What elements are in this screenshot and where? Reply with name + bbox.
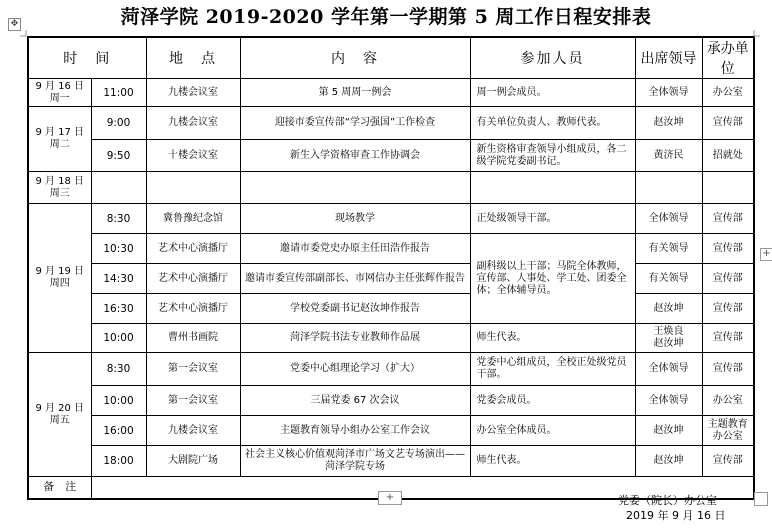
table-row <box>28 386 754 416</box>
place-cell: 第一会议室 <box>146 353 240 386</box>
table-row <box>28 79 754 107</box>
participants-cell: 党委中心组成员，全校正处级党员干部。 <box>470 353 635 386</box>
time-cell: 10:30 <box>91 234 146 264</box>
leaders-cell: 全体领导 <box>635 204 702 234</box>
organizer-cell: 宣传部 <box>702 446 754 477</box>
organizer-cell: 宣传部 <box>702 107 754 140</box>
table-row <box>28 234 754 264</box>
organizer-cell: 办公室 <box>702 386 754 416</box>
table-row <box>28 107 754 140</box>
header-content: 内 容 <box>240 37 470 79</box>
participants-cell <box>470 172 635 204</box>
participants-cell: 正处级领导干部。 <box>470 204 635 234</box>
participants-cell: 师生代表。 <box>470 446 635 477</box>
organizer-cell: 宣传部 <box>702 204 754 234</box>
table-row <box>28 446 754 477</box>
leaders-cell: 黄济民 <box>635 140 702 172</box>
leaders-cell: 赵汝坤 <box>635 446 702 477</box>
participants-cell: 副科级以上干部；马院全体教师，宣传部、人事处、学工处、团委全体；全体辅导员。 <box>470 234 635 324</box>
remarks-label: 备 注 <box>28 477 91 499</box>
organizer-cell: 宣传部 <box>702 264 754 294</box>
table-row <box>28 264 754 294</box>
date-cell: 9 月 19 日 周四 <box>28 204 91 353</box>
leaders-cell: 王焕良 赵汝坤 <box>635 324 702 353</box>
place-cell: 十楼会议室 <box>146 140 240 172</box>
time-cell: 14:30 <box>91 264 146 294</box>
organizer-cell: 宣传部 <box>702 353 754 386</box>
table-row <box>28 204 754 234</box>
date-cell: 9 月 16 日 周一 <box>28 79 91 107</box>
place-cell: 艺术中心演播厅 <box>146 294 240 324</box>
leaders-cell: 全体领导 <box>635 353 702 386</box>
place-cell: 大剧院广场 <box>146 446 240 477</box>
table-row <box>28 140 754 172</box>
table-move-handle[interactable]: ✥ <box>8 18 21 31</box>
place-cell <box>146 172 240 204</box>
organizer-cell: 办公室 <box>702 79 754 107</box>
schedule-table <box>27 36 755 500</box>
leaders-cell: 赵汝坤 <box>635 294 702 324</box>
content-cell: 新生入学资格审查工作协调会 <box>240 140 470 172</box>
table-row <box>28 294 754 324</box>
content-cell: 现场教学 <box>240 204 470 234</box>
organizer-cell: 宣传部 <box>702 324 754 353</box>
time-cell: 9:00 <box>91 107 146 140</box>
time-cell: 16:30 <box>91 294 146 324</box>
leaders-cell <box>635 172 702 204</box>
time-cell: 11:00 <box>91 79 146 107</box>
footer-date: 2019 年 9 月 16 日 <box>626 509 726 522</box>
content-cell: 学校党委副书记赵汝坤作报告 <box>240 294 470 324</box>
place-cell: 曹州书画院 <box>146 324 240 353</box>
time-cell: 8:30 <box>91 353 146 386</box>
place-cell: 九楼会议室 <box>146 79 240 107</box>
leaders-cell: 有关领导 <box>635 234 702 264</box>
header-time: 时 间 <box>28 37 146 79</box>
footer-office: 党委（院长）办公室 <box>618 494 717 507</box>
table-row <box>28 172 754 204</box>
content-cell: 邀请市委党史办原主任田浩作报告 <box>240 234 470 264</box>
place-cell: 九楼会议室 <box>146 416 240 446</box>
content-cell: 党委中心组理论学习（扩大） <box>240 353 470 386</box>
add-row-handle[interactable]: + <box>378 491 402 505</box>
organizer-cell: 主题教育办公室 <box>702 416 754 446</box>
time-cell: 10:00 <box>91 324 146 353</box>
participants-cell: 师生代表。 <box>470 324 635 353</box>
place-cell: 艺术中心演播厅 <box>146 264 240 294</box>
time-cell: 10:00 <box>91 386 146 416</box>
header-row <box>28 37 754 79</box>
content-cell <box>240 172 470 204</box>
content-cell: 主题教育领导小组办公室工作会议 <box>240 416 470 446</box>
table-row <box>28 324 754 353</box>
date-cell: 9 月 18 日 周三 <box>28 172 91 204</box>
leaders-cell: 赵汝坤 <box>635 416 702 446</box>
time-cell: 9:50 <box>91 140 146 172</box>
header-leaders: 出席领导 <box>635 37 702 79</box>
table-row <box>28 353 754 386</box>
date-cell: 9 月 17 日 周二 <box>28 107 91 172</box>
place-cell: 九楼会议室 <box>146 107 240 140</box>
participants-cell: 办公室全体成员。 <box>470 416 635 446</box>
participants-cell: 党委会成员。 <box>470 386 635 416</box>
organizer-cell: 宣传部 <box>702 294 754 324</box>
content-cell: 迎接市委宣传部“学习强国”工作检查 <box>240 107 470 140</box>
page-title: 菏泽学院 2019-2020 学年第一学期第 5 周工作日程安排表 <box>120 6 652 28</box>
place-cell: 艺术中心演播厅 <box>146 234 240 264</box>
time-cell <box>91 172 146 204</box>
participants-cell: 新生资格审查领导小组成员，各二级学院党委副书记。 <box>470 140 635 172</box>
place-cell: 冀鲁豫纪念馆 <box>146 204 240 234</box>
place-cell: 第一会议室 <box>146 386 240 416</box>
leaders-cell: 全体领导 <box>635 386 702 416</box>
table-resize-handle[interactable] <box>754 492 768 506</box>
leaders-cell: 有关领导 <box>635 264 702 294</box>
table-row <box>28 416 754 446</box>
time-cell: 8:30 <box>91 204 146 234</box>
content-cell: 菏泽学院书法专业教师作品展 <box>240 324 470 353</box>
organizer-cell: 宣传部 <box>702 234 754 264</box>
header-organizer: 承办单位 <box>702 37 754 79</box>
header-place: 地 点 <box>146 37 240 79</box>
content-cell: 邀请市委宣传部副部长、市网信办主任张辉作报告 <box>240 264 470 294</box>
organizer-cell: 招就处 <box>702 140 754 172</box>
add-column-handle[interactable]: + <box>760 248 772 261</box>
time-cell: 18:00 <box>91 446 146 477</box>
date-cell: 9 月 20 日 周五 <box>28 353 91 477</box>
organizer-cell <box>702 172 754 204</box>
participants-cell: 有关单位负责人、教师代表。 <box>470 107 635 140</box>
header-participants: 参加人员 <box>470 37 635 79</box>
leaders-cell: 全体领导 <box>635 79 702 107</box>
participants-cell: 周一例会成员。 <box>470 79 635 107</box>
content-cell: 第 5 周周一例会 <box>240 79 470 107</box>
time-cell: 16:00 <box>91 416 146 446</box>
content-cell: 三届党委 67 次会议 <box>240 386 470 416</box>
leaders-cell: 赵汝坤 <box>635 107 702 140</box>
content-cell: 社会主义核心价值观菏泽市广场文艺专场演出——菏泽学院专场 <box>240 446 470 477</box>
